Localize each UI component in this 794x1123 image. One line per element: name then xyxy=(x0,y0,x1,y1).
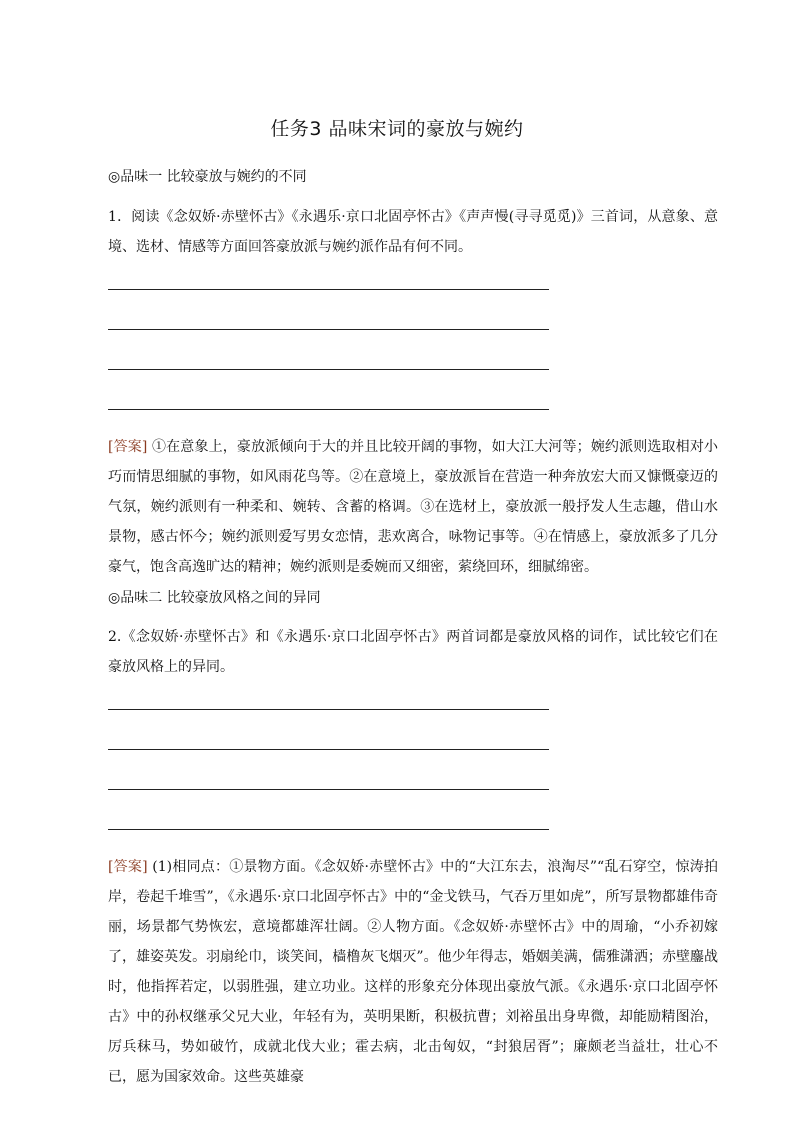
answer-line xyxy=(108,409,549,410)
section-heading-2: ◎品味二 比较豪放风格之间的异同 xyxy=(108,590,321,606)
answer-1 xyxy=(108,432,718,582)
answer-line xyxy=(108,369,549,370)
answer-2 xyxy=(108,852,718,1092)
page-title: 任务3 品味宋词的豪放与婉约 xyxy=(270,118,524,140)
answer-label: [答案] xyxy=(108,439,148,455)
answer-text: (1)相同点：①景物方面。《念奴娇·赤壁怀古》中的“大江东去，浪淘尽”“乱石穿空，惊涛拍岸，卷起千堆雪”，《永遇乐·京口北固亭怀古》中的“金戈铁马，气吞万里如虎”，所写景物都雄伟奇丽，场景都气势恢宏，意境都雄浑壮阔。②人物方面。《念奴娇·赤壁怀古》中的周瑜，“小乔初嫁了，雄姿英发。羽扇纶巾，谈笑间，樯橹灰飞烟灭”。他少年得志，婚姻美满，儒雅潇洒；赤壁鏖战时，他指挥若定，以弱胜强，建立功业。这样的形象充分体现出豪放气派。《永遇乐·京口北固亭怀古》中的孙权继承父兄大业，年轻有为，英明果断，积极抗曹；刘裕虽出身卑微，却能励精图治，厉兵秣马，势如破竹，成就北伐大业；霍去病，北击匈奴，“封狼居胥”；廉颇老当益壮，壮心不已，愿为国家效命。这些英雄豪 xyxy=(108,859,718,1085)
answer-line xyxy=(108,829,549,830)
question-1: 1．阅读《念奴娇·赤壁怀古》《永遇乐·京口北固亭怀古》《声声慢(寻寻觅觅)》三首词，从意象、意境、选材、情感等方面回答豪放派与婉约派作品有何不同。 xyxy=(108,209,718,255)
section-heading-1: ◎品味一 比较豪放与婉约的不同 xyxy=(108,169,307,185)
answer-line xyxy=(108,289,549,290)
answer-line xyxy=(108,329,549,330)
question-2: 2.《念奴娇·赤壁怀古》和《永遇乐·京口北固亭怀古》两首词都是豪放风格的词作，试比较它们在豪放风格上的异同。 xyxy=(108,629,718,675)
answer-line xyxy=(108,749,549,750)
answer-label: [答案] xyxy=(108,859,148,875)
answer-text: ①在意象上，豪放派倾向于大的并且比较开阔的事物，如大江大河等；婉约派则选取相对小巧而情思细腻的事物，如风雨花鸟等。②在意境上，豪放派旨在营造一种奔放宏大而又慷慨豪迈的气氛，婉约派则有一种柔和、婉转、含蓄的格调。③在选材上，豪放派一般抒发人生志趣，借山水景物，感古怀今；婉约派则爱写男女恋情，悲欢离合，咏物记事等。④在情感上，豪放派多了几分豪气，饱含高逸旷达的精神；婉约派则是委婉而又细密，萦绕回环，细腻绵密。 xyxy=(108,439,718,575)
answer-line xyxy=(108,709,549,710)
answer-line xyxy=(108,789,549,790)
